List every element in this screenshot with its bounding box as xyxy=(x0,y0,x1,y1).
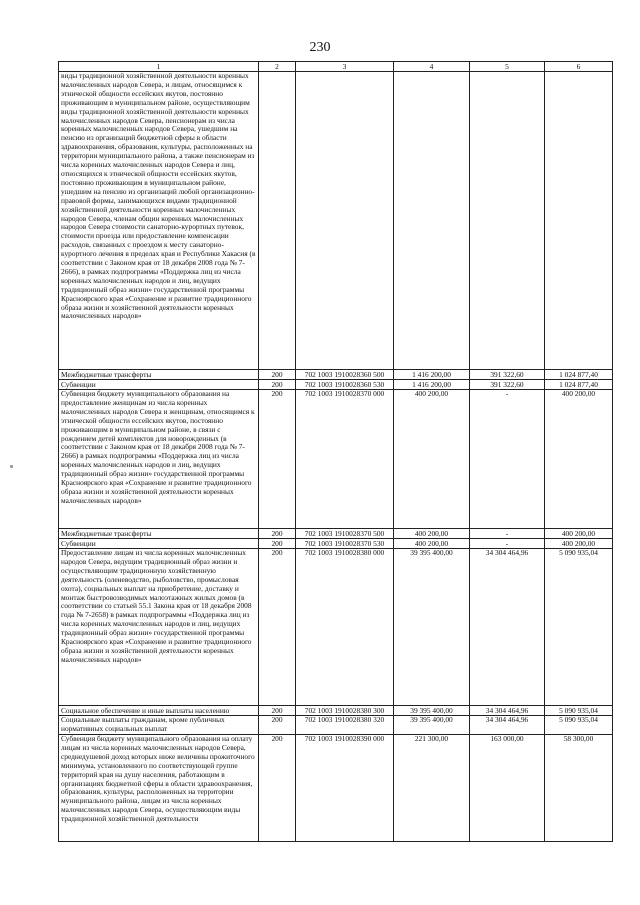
table-body xyxy=(59,72,613,842)
row-executed-amount: 34 304 464,96 xyxy=(470,706,545,716)
row-classification: 702 1003 1910028380 000 xyxy=(296,549,394,706)
row-planned-amount: 39 395 400,00 xyxy=(394,716,470,735)
row-description: Межбюджетные трансферты xyxy=(59,370,259,380)
row-remaining-amount: 1 024 877,40 xyxy=(545,370,613,380)
row-planned-amount xyxy=(394,72,470,370)
row-remaining-amount: 1 024 877,40 xyxy=(545,380,613,390)
row-remaining-amount: 5 090 935,04 xyxy=(545,716,613,735)
row-remaining-amount xyxy=(545,72,613,370)
table-row xyxy=(59,529,613,539)
row-remaining-amount: 400 200,00 xyxy=(545,529,613,539)
row-classification: 702 1003 1910028360 530 xyxy=(296,380,394,390)
row-planned-amount: 400 200,00 xyxy=(394,390,470,529)
row-code: 200 xyxy=(259,735,296,842)
table-row xyxy=(59,716,613,735)
row-code: 200 xyxy=(259,716,296,735)
row-planned-amount: 1 416 200,00 xyxy=(394,380,470,390)
column-header: 1 xyxy=(59,62,259,72)
row-executed-amount: 391 322,60 xyxy=(470,380,545,390)
row-description: Социальное обеспечение и иные выплаты населению xyxy=(59,706,259,716)
column-header: 5 xyxy=(470,62,545,72)
table-row xyxy=(59,380,613,390)
row-remaining-amount: 400 200,00 xyxy=(545,390,613,529)
row-planned-amount: 221 300,00 xyxy=(394,735,470,842)
row-description: виды традиционной хозяйственной деятельности коренных малочисленных народов Севера, и лицам, относящимся к этнической общности ессейских якутов, постоянно проживающим в муниципальном районе, осуществляющим виды традиционной хозяйственной деятельности коренных малочисленных народов Севера, пенсионерам из числа коренных малочисленных народов Севера, ушедшим на пенсию из организаций бюджетной сферы в области здравоохранения, образования, культуры, расположенных на территории муниципального района, а также пенсионерам из числа коренных малочисленных народов Севера и лиц, относящихся к этнической общности ессейских якутов, постоянно проживающим в муниципальном районе, ушедшим на пенсию из организаций любой организационно-правовой формы, занимающихся видами традиционной хозяйственной деятельности коренных малочисленных народов Севера, членам общин коренных малочисленных народов Севера стоимости санаторно-курортных путевок, стоимости проезда или предоставление компенсации расходов, связанных с проездом к месту санаторно-курортного лечения в пределах края и Республики Хакасия (в соответствии с Законом края от 18 декабря 2008 года № 7-2666), в рамках подпрограммы «Поддержка лиц из числа коренных малочисленных народов и лиц, ведущих традиционный образ жизни» государственной программы Красноярского края «Сохранение и развитие традиционного образа жизни и хозяйственной деятельности коренных малочисленных народов» xyxy=(59,72,259,370)
row-remaining-amount: 5 090 935,04 xyxy=(545,706,613,716)
budget-table xyxy=(58,61,613,842)
row-remaining-amount: 58 300,00 xyxy=(545,735,613,842)
row-description: Субвенции xyxy=(59,539,259,549)
row-classification: 702 1003 1910028360 500 xyxy=(296,370,394,380)
row-classification: 702 1003 1910028370 000 xyxy=(296,390,394,529)
row-planned-amount: 400 200,00 xyxy=(394,539,470,549)
row-planned-amount: 1 416 200,00 xyxy=(394,370,470,380)
row-description: Социальные выплаты гражданам, кроме публичных нормативных социальных выплат xyxy=(59,716,259,735)
row-classification xyxy=(296,72,394,370)
column-header: 4 xyxy=(394,62,470,72)
scan-speck xyxy=(10,465,13,468)
row-planned-amount: 39 395 400,00 xyxy=(394,706,470,716)
row-classification: 702 1003 1910028370 500 xyxy=(296,529,394,539)
page-number: 230 xyxy=(309,40,331,55)
row-executed-amount: 34 304 464,96 xyxy=(470,549,545,706)
column-header: 2 xyxy=(259,62,296,72)
column-header: 6 xyxy=(545,62,613,72)
column-header: 3 xyxy=(296,62,394,72)
row-executed-amount xyxy=(470,72,545,370)
table-row xyxy=(59,706,613,716)
row-executed-amount: - xyxy=(470,539,545,549)
table-row xyxy=(59,72,613,370)
row-planned-amount: 400 200,00 xyxy=(394,529,470,539)
row-executed-amount: 391 322,60 xyxy=(470,370,545,380)
row-code xyxy=(259,72,296,370)
row-classification: 702 1003 1910028380 300 xyxy=(296,706,394,716)
row-description: Субвенции xyxy=(59,380,259,390)
row-code: 200 xyxy=(259,370,296,380)
row-code: 200 xyxy=(259,380,296,390)
row-classification: 702 1003 1910028390 000 xyxy=(296,735,394,842)
table-row xyxy=(59,539,613,549)
row-remaining-amount: 400 200,00 xyxy=(545,539,613,549)
row-description: Предоставление лицам из числа коренных малочисленных народов Севера, ведущим традиционный образ жизни и осуществляющим традиционную хозяйственную деятельность (оленеводство, рыболовство, промысловая охота), социальных выплат на приобретение, доставку и монтаж быстровозводимых малоэтажных жилых домов (в соответствии со статьей 55.1 Закона края от 18 декабря 2008 года № 7-2658) в рамках подпрограммы «Поддержка лиц из числа коренных малочисленных народов и лиц, ведущих традиционный образ жизни» государственной программы Красноярского края «Сохранение и развитие традиционного образа жизни и хозяйственной деятельности коренных малочисленных народов» xyxy=(59,549,259,706)
row-executed-amount: - xyxy=(470,529,545,539)
table-row xyxy=(59,735,613,842)
row-description: Субвенция бюджету муниципального образования на оплату лицам из числа коренных малочисленных народов Севера, среднедушевой доход которых ниже величины прожиточного минимума, установленного по соответствующей группе территорий края на душу населения, работающим в организациях бюджетной сферы в области здравоохранения, образования, культуры, расположенных на территории муниципального района, лицам из числа коренных малочисленных народов Севера, осуществляющим виды традиционной хозяйственной деятельности xyxy=(59,735,259,842)
row-executed-amount: 163 000,00 xyxy=(470,735,545,842)
row-code: 200 xyxy=(259,706,296,716)
row-description: Межбюджетные трансферты xyxy=(59,529,259,539)
table-header xyxy=(59,62,613,72)
table-row xyxy=(59,549,613,706)
row-code: 200 xyxy=(259,549,296,706)
row-executed-amount: 34 304 464,96 xyxy=(470,716,545,735)
row-remaining-amount: 5 090 935,04 xyxy=(545,549,613,706)
row-classification: 702 1003 1910028380 320 xyxy=(296,716,394,735)
table-row xyxy=(59,390,613,529)
row-executed-amount: - xyxy=(470,390,545,529)
row-code: 200 xyxy=(259,390,296,529)
row-code: 200 xyxy=(259,539,296,549)
row-classification: 702 1003 1910028370 530 xyxy=(296,539,394,549)
table-row xyxy=(59,370,613,380)
row-planned-amount: 39 395 400,00 xyxy=(394,549,470,706)
row-code: 200 xyxy=(259,529,296,539)
row-description: Субвенция бюджету муниципального образования на предоставление женщинам из числа коренных малочисленных народов Севера и женщинам, относящимся к этнической общности ессейских якутов, постоянно проживающим в муниципальном районе, в связи с рождением детей комплектов для новорожденных (в соответствии с Законом края от 18 декабря 2008 года № 7-2666) в рамках подпрограммы «Поддержка лиц из числа коренных малочисленных народов и лиц, ведущих традиционный образ жизни» государственной программы Красноярского края «Сохранение и развитие традиционного образа жизни и хозяйственной деятельности коренных малочисленных народов» xyxy=(59,390,259,529)
